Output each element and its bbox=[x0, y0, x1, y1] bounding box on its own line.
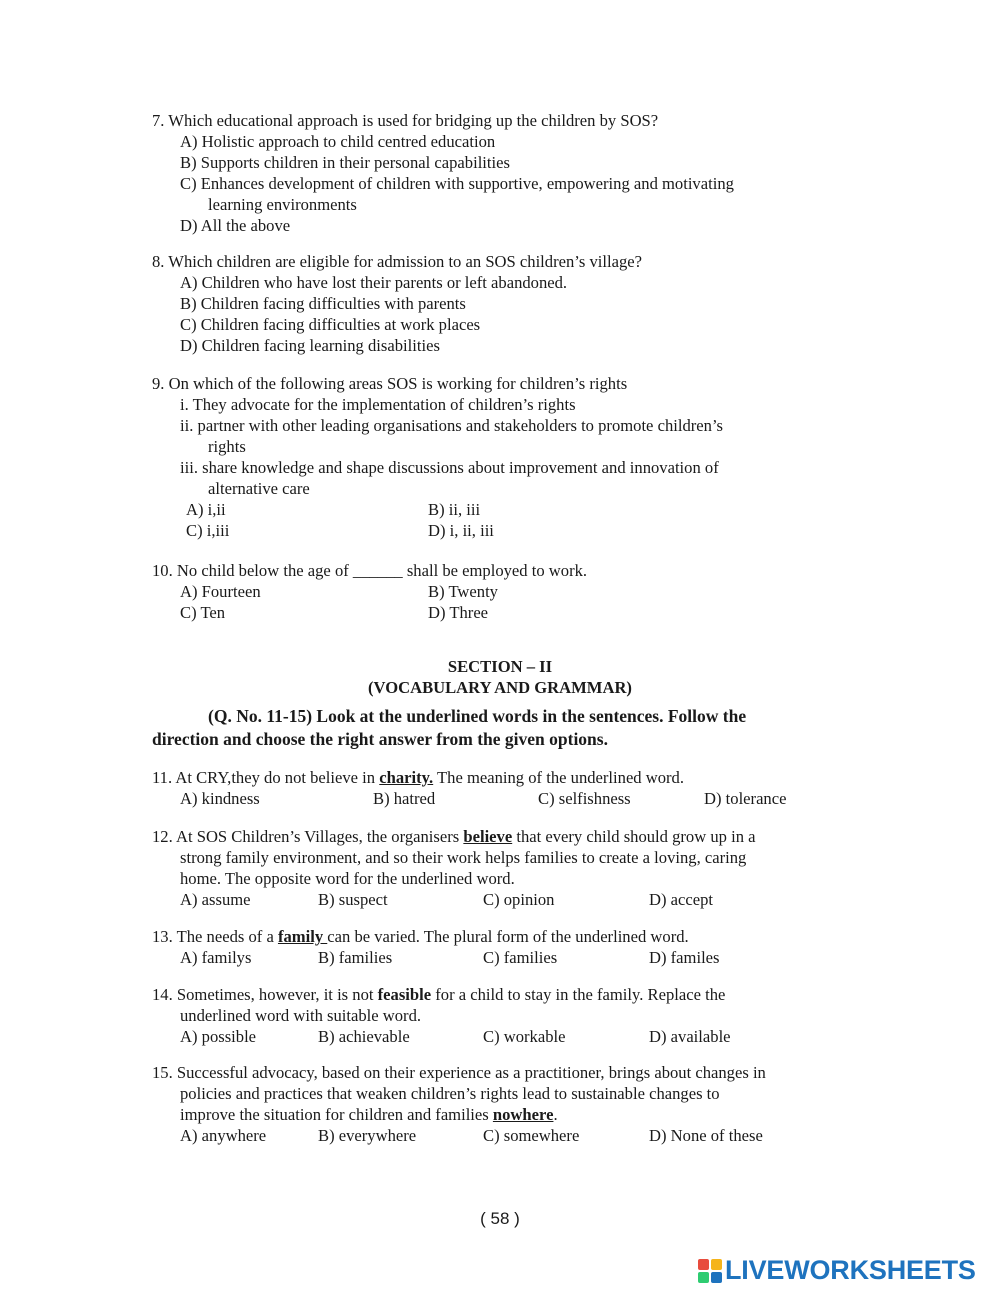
q8-option-c: C) Children facing difficulties at work places bbox=[180, 315, 481, 334]
section-subtitle: (VOCABULARY AND GRAMMAR) bbox=[368, 678, 632, 697]
q13-option-a: A) familys bbox=[180, 948, 252, 967]
q9-option-a: A) i,ii bbox=[186, 500, 226, 519]
q9-item-ii-cont: rights bbox=[208, 437, 246, 456]
q9-option-b: B) ii, iii bbox=[428, 500, 481, 519]
q7-option-d: D) All the above bbox=[180, 216, 291, 235]
q11-option-c: C) selfishness bbox=[538, 789, 631, 808]
q14-option-c: C) workable bbox=[483, 1027, 566, 1046]
q15-stem-line3-post: . bbox=[553, 1105, 558, 1124]
q12-stem-line3: home. The opposite word for the underlined word. bbox=[180, 869, 515, 888]
q14-stem-pre: 14. Sometimes, however, it is not bbox=[152, 985, 378, 1004]
logo-blocks-icon bbox=[698, 1259, 722, 1283]
q14-option-d: D) available bbox=[649, 1027, 731, 1046]
q14-highlighted-word: feasible bbox=[377, 985, 432, 1004]
q12-option-d: D) accept bbox=[649, 890, 714, 909]
q12-stem-post: that every child should grow up in a bbox=[512, 827, 756, 846]
q15-stem-line2: policies and practices that weaken children’s rights lead to sustainable changes to bbox=[180, 1084, 720, 1103]
q11-underlined-word: charity. bbox=[379, 768, 434, 787]
q9-item-iii: iii. share knowledge and shape discussions about improvement and innovation of bbox=[180, 458, 719, 477]
q12-stem bbox=[152, 826, 756, 847]
q9-option-d: D) i, ii, iii bbox=[428, 521, 494, 540]
q14-option-a: A) possible bbox=[180, 1027, 257, 1046]
q13-option-d: D) familes bbox=[649, 948, 720, 967]
q9-option-c: C) i,iii bbox=[186, 521, 230, 540]
q13-option-b: B) families bbox=[318, 948, 393, 967]
q11-stem-pre: 11. At CRY,they do not believe in bbox=[152, 768, 380, 787]
q10-option-d: D) Three bbox=[428, 603, 489, 622]
section-instruction-cont: direction and choose the right answer from the given options. bbox=[152, 729, 608, 749]
section-instruction: (Q. No. 11-15) Look at the underlined words in the sentences. Follow the bbox=[208, 706, 747, 726]
q10-option-a: A) Fourteen bbox=[180, 582, 261, 601]
q12-stem-line2: strong family environment, and so their work helps families to create a loving, caring bbox=[180, 848, 747, 867]
q14-stem-line2: underlined word with suitable word. bbox=[180, 1006, 422, 1025]
q12-option-c: C) opinion bbox=[483, 890, 555, 909]
q10-option-b: B) Twenty bbox=[428, 582, 498, 601]
q9-item-ii: ii. partner with other leading organisations and stakeholders to promote children’s bbox=[180, 416, 724, 435]
q8-option-a: A) Children who have lost their parents or left abandoned. bbox=[180, 273, 568, 292]
q15-stem-line3 bbox=[180, 1104, 558, 1125]
q7-option-a: A) Holistic approach to child centred education bbox=[180, 132, 496, 151]
q15-option-c: C) somewhere bbox=[483, 1126, 580, 1145]
q13-underlined-word: family bbox=[277, 927, 328, 946]
q13-stem bbox=[152, 926, 689, 947]
q8-option-d: D) Children facing learning disabilities bbox=[180, 336, 440, 355]
q11-stem bbox=[152, 767, 684, 788]
q8-stem: 8. Which children are eligible for admission to an SOS children’s village? bbox=[152, 252, 643, 271]
q15-option-a: A) anywhere bbox=[180, 1126, 267, 1145]
q14-stem-post: for a child to stay in the family. Replace the bbox=[431, 985, 726, 1004]
q9-item-iii-cont: alternative care bbox=[208, 479, 310, 498]
q11-option-a: A) kindness bbox=[180, 789, 260, 808]
q15-stem-line3-pre: improve the situation for children and families bbox=[180, 1105, 493, 1124]
section-title: SECTION – II bbox=[447, 657, 553, 676]
logo-text: LIVEWORKSHEETS bbox=[725, 1255, 976, 1285]
q11-option-d: D) tolerance bbox=[704, 789, 787, 808]
q13-option-c: C) families bbox=[483, 948, 558, 967]
q7-stem: 7. Which educational approach is used for bridging up the children by SOS? bbox=[152, 111, 659, 130]
q7-option-c-cont: learning environments bbox=[208, 195, 357, 214]
q9-stem: 9. On which of the following areas SOS is working for children’s rights bbox=[152, 374, 628, 393]
q11-option-b: B) hatred bbox=[373, 789, 436, 808]
q10-option-c: C) Ten bbox=[180, 603, 226, 622]
q14-option-b: B) achievable bbox=[318, 1027, 410, 1046]
q12-underlined-word: believe bbox=[463, 827, 513, 846]
q15-option-b: B) everywhere bbox=[318, 1126, 417, 1145]
q7-option-b: B) Supports children in their personal capabilities bbox=[180, 153, 510, 172]
q12-option-a: A) assume bbox=[180, 890, 251, 909]
q12-option-b: B) suspect bbox=[318, 890, 388, 909]
q11-stem-post: The meaning of the underlined word. bbox=[433, 768, 685, 787]
q8-option-b: B) Children facing difficulties with parents bbox=[180, 294, 466, 313]
q14-stem bbox=[152, 984, 725, 1005]
q9-item-i: i. They advocate for the implementation of children’s rights bbox=[180, 395, 576, 414]
q15-option-d: D) None of these bbox=[649, 1126, 763, 1145]
q13-stem-pre: 13. The needs of a bbox=[152, 927, 278, 946]
q13-stem-post: can be varied. The plural form of the underlined word. bbox=[327, 927, 689, 946]
q10-stem: 10. No child below the age of ______ shall be employed to work. bbox=[152, 561, 588, 580]
q12-stem-pre: 12. At SOS Children’s Villages, the organisers bbox=[152, 827, 464, 846]
liveworksheets-logo bbox=[698, 1256, 994, 1284]
q15-underlined-word: nowhere bbox=[492, 1105, 554, 1124]
q15-stem: 15. Successful advocacy, based on their experience as a practitioner, brings about changes in bbox=[152, 1063, 766, 1082]
page-number: ( 58 ) bbox=[480, 1209, 520, 1228]
q7-option-c: C) Enhances development of children with supportive, empowering and motivating bbox=[180, 174, 734, 193]
